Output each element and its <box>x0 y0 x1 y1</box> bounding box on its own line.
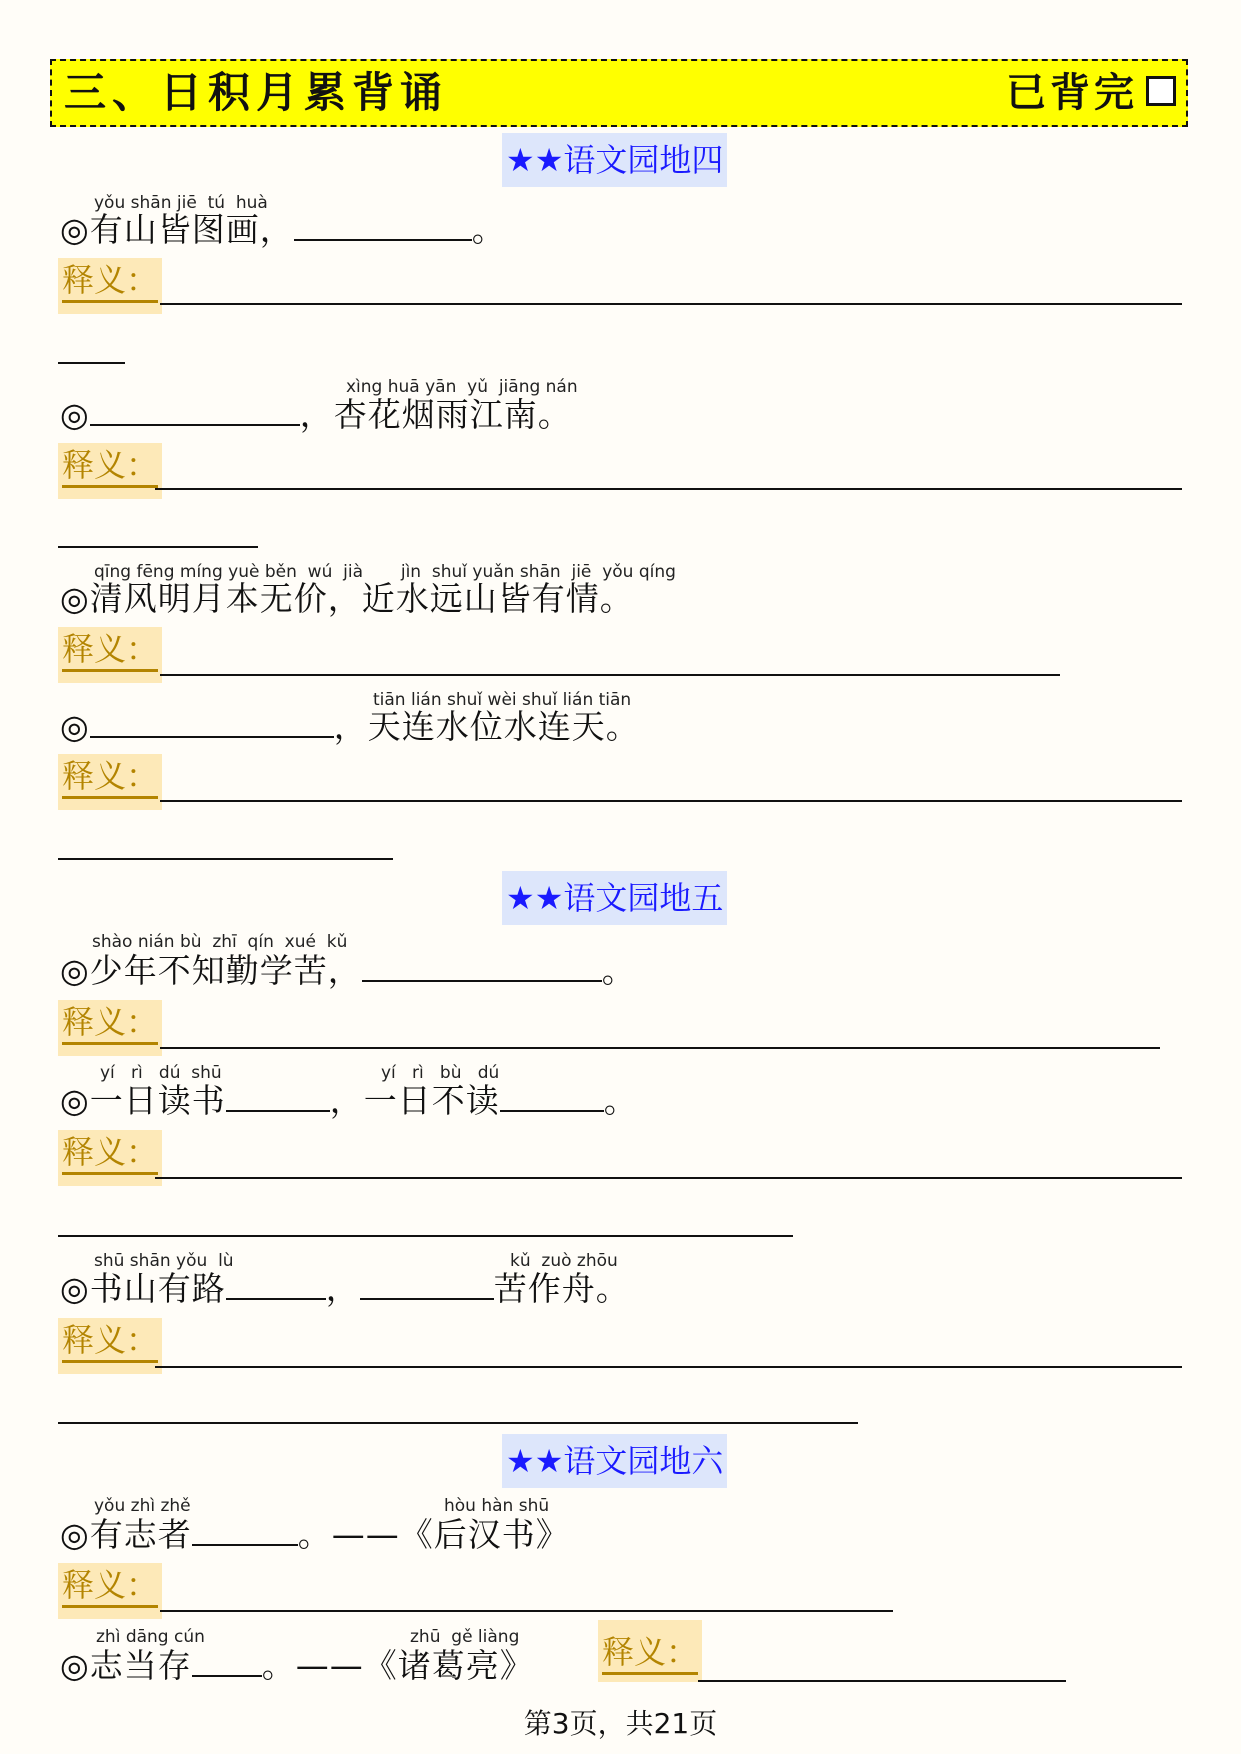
pinyin: hòu hàn shū <box>444 1496 550 1516</box>
meaning-tag: 释义： <box>58 1000 162 1056</box>
section-header <box>50 59 1188 127</box>
verse-line <box>60 951 636 991</box>
meaning-answer-line[interactable] <box>155 1366 1182 1368</box>
verse-line <box>60 1646 534 1686</box>
pinyin: shào nián bù zhī qín xué kǔ <box>92 932 348 952</box>
pinyin: yǒu shān jiē tú huà <box>94 193 268 213</box>
verse-text: ，天连水位水连天。 <box>333 707 640 746</box>
verse-text: ◎一日读书 <box>60 1081 226 1120</box>
meaning-answer-line[interactable] <box>698 1680 1066 1682</box>
pinyin: xìng huā yān yǔ jiāng nán <box>346 377 578 397</box>
answer-blank[interactable] <box>192 1647 262 1677</box>
pinyin: kǔ zuò zhōu <box>510 1251 618 1271</box>
verse-text: 。 <box>471 210 506 249</box>
section-title-four: ★★语文园地四 <box>502 133 727 187</box>
verse-text: ◎少年不知勤学苦， <box>60 951 362 990</box>
meaning-answer-line[interactable] <box>58 362 125 364</box>
pinyin: yí rì bù dú <box>381 1063 500 1083</box>
verse-text: 。——《诸葛亮》 <box>261 1646 534 1685</box>
verse-text: ◎清风明月本无价，近水远山皆有情。 <box>60 579 634 618</box>
pinyin: yí rì dú shū <box>100 1063 222 1083</box>
pinyin: yǒu zhì zhě <box>94 1496 191 1516</box>
verse-text: ◎有山皆图画， <box>60 210 294 249</box>
meaning-tag: 释义： <box>58 1318 162 1374</box>
answer-blank[interactable] <box>294 211 472 241</box>
meaning-tag: 释义： <box>58 443 162 499</box>
meaning-answer-line[interactable] <box>160 1047 1160 1049</box>
meaning-answer-line[interactable] <box>58 546 258 548</box>
meaning-answer-line[interactable] <box>58 1422 858 1424</box>
verse-text: 苦作舟。 <box>493 1269 630 1308</box>
meaning-answer-line[interactable] <box>155 488 1182 490</box>
meaning-answer-line[interactable] <box>160 1610 893 1612</box>
verse-line <box>60 1081 638 1121</box>
pinyin: shū shān yǒu lù <box>94 1251 234 1271</box>
meaning-answer-line[interactable] <box>160 303 1182 305</box>
verse-line <box>60 1269 630 1309</box>
meaning-answer-line[interactable] <box>58 1235 793 1237</box>
answer-blank[interactable] <box>500 1082 604 1112</box>
meaning-answer-line[interactable] <box>160 800 1182 802</box>
page-title: 三、日积月累背诵 <box>64 68 449 117</box>
meaning-tag: 释义： <box>58 627 162 683</box>
verse-line <box>60 395 572 435</box>
answer-blank[interactable] <box>226 1082 330 1112</box>
done-label: 已背完 <box>1006 70 1138 116</box>
verse-text: ， <box>325 1269 360 1308</box>
answer-blank[interactable] <box>362 952 602 982</box>
answer-blank[interactable] <box>90 708 334 738</box>
meaning-answer-line[interactable] <box>155 1177 1182 1179</box>
verse-text: ◎有志者 <box>60 1515 192 1554</box>
pinyin: zhū gě liàng <box>410 1627 520 1647</box>
verse-text: 。——《后汉书》 <box>297 1515 570 1554</box>
meaning-tag: 释义： <box>58 1563 162 1619</box>
answer-blank[interactable] <box>360 1270 494 1300</box>
verse-text: ，杏花烟雨江南。 <box>299 395 572 434</box>
verse-line <box>60 707 640 747</box>
done-checkbox[interactable] <box>1146 76 1176 106</box>
verse-text: ，一日不读 <box>329 1081 500 1120</box>
meaning-tag: 释义： <box>598 1620 702 1682</box>
answer-blank[interactable] <box>192 1516 298 1546</box>
meaning-answer-line[interactable] <box>160 674 1060 676</box>
verse-text: ◎ <box>60 395 90 434</box>
meaning-answer-line[interactable] <box>58 858 393 860</box>
verse-text: ◎ <box>60 707 90 746</box>
pinyin: qīng fēng míng yuè běn wú jià jìn shuǐ yuǎn shān jiē yǒu qíng <box>94 562 676 582</box>
pinyin: zhì dāng cún <box>96 1627 205 1647</box>
section-title-six: ★★语文园地六 <box>502 1434 727 1488</box>
pinyin: tiān lián shuǐ wèi shuǐ lián tiān <box>373 690 632 710</box>
page-number: 第3页，共21页 <box>523 1707 718 1740</box>
answer-blank[interactable] <box>90 396 300 426</box>
meaning-tag: 释义： <box>58 1130 162 1186</box>
verse-text: 。 <box>601 951 636 990</box>
meaning-tag: 释义： <box>58 754 162 810</box>
verse-text: ◎志当存 <box>60 1646 192 1685</box>
answer-blank[interactable] <box>226 1270 326 1300</box>
verse-text: 。 <box>603 1081 638 1120</box>
verse-line <box>60 1515 570 1555</box>
verse-line <box>60 579 634 619</box>
section-title-five: ★★语文园地五 <box>502 871 727 925</box>
verse-text: ◎书山有路 <box>60 1269 226 1308</box>
verse-line <box>60 210 506 250</box>
meaning-tag: 释义： <box>58 258 162 314</box>
